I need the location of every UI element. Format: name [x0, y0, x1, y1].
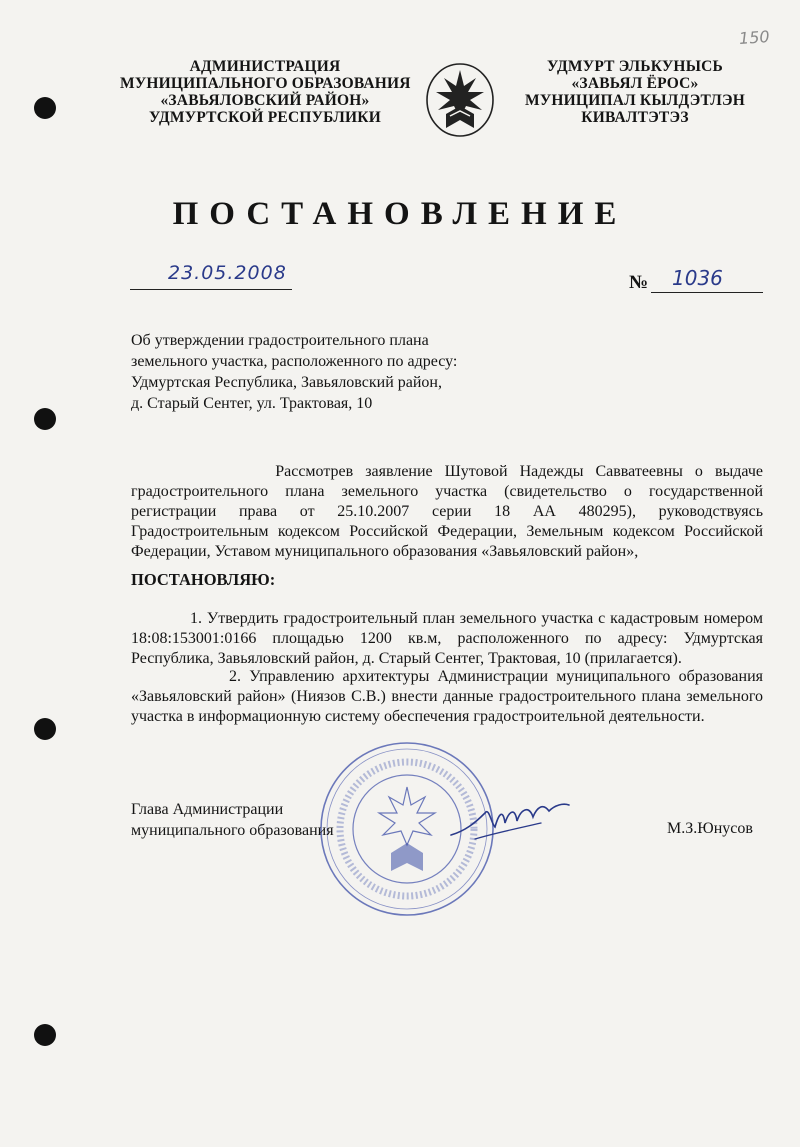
paragraph-line: 1. Утвердить градостроительный план земельного участка с кадастровым номером [131, 610, 763, 627]
subject-line: д. Старый Сентег, ул. Трактовая, 10 [131, 395, 373, 412]
paragraph-line: участка в информационную систему обеспечения градостроительной деятельности. [131, 708, 705, 725]
binder-hole [34, 97, 56, 119]
page-number-note: 150 [738, 26, 771, 49]
number-underline [651, 292, 763, 293]
paragraph-line: «Завьяловский район» (Ниязов С.В.) внести данные градостроительного плана земельного [131, 688, 763, 705]
paragraph-line: Федерации, Уставом муниципального образования «Завьяловский район», [131, 543, 639, 560]
paragraph-line: Республика, Завьяловский район, д. Старый Сентег, Трактовая, 10 (прилагается). [131, 650, 682, 667]
header-right [520, 58, 750, 126]
subject-line: земельного участка, расположенного по адресу: [131, 353, 458, 370]
subject-line: Удмуртская Республика, Завьяловский район, [131, 374, 442, 391]
document-number: 1036 [672, 266, 723, 290]
binder-hole [34, 1024, 56, 1046]
document-date: 23.05.2008 [168, 262, 287, 284]
signature-title-line: Глава Администрации [131, 801, 284, 818]
header-right-line: МУНИЦИПАЛ КЫЛДЭТЛЭН [525, 92, 745, 109]
document-title: ПОСТАНОВЛЕНИЕ [172, 196, 628, 232]
date-underline [130, 289, 292, 290]
header-left [120, 58, 410, 126]
subject-line: Об утверждении градостроительного плана [131, 332, 429, 349]
paragraph-line: Рассмотрев заявление Шутовой Надежды Савватеевны о выдаче [131, 463, 763, 480]
handwritten-signature [445, 793, 575, 853]
paragraph-line: 2. Управлению архитектуры Администрации муниципального образования [131, 668, 763, 685]
intro-paragraph [131, 462, 763, 562]
header-right-line: УДМУРТ ЭЛЬКУНЫСЬ [547, 58, 723, 75]
paragraph-line: регистрации права от 25.10.2007 серии 18 АА 480295), руководствуясь [131, 503, 763, 520]
header-right-line: КИВАЛТЭТЭЗ [581, 109, 689, 126]
resolution-item-1 [131, 609, 763, 669]
paragraph-line: Градостроительным кодексом Российской Федерации, Земельным кодексом Российской [131, 523, 763, 540]
resolution-item-2 [131, 667, 763, 727]
paragraph-line: 18:08:153001:0166 площадью 1200 кв.м, расположенного по адресу: Удмуртская [131, 630, 763, 647]
coat-of-arms-emblem [424, 62, 496, 142]
document-subject [131, 330, 457, 414]
header-left-line: АДМИНИСТРАЦИЯ [189, 58, 341, 75]
signature-title [131, 799, 334, 841]
binder-hole [34, 718, 56, 740]
header-right-line: «ЗАВЬЯЛ ЁРОС» [571, 75, 699, 92]
binder-hole [34, 408, 56, 430]
header-left-line: УДМУРТСКОЙ РЕСПУБЛИКИ [149, 109, 381, 126]
number-label: № [629, 272, 649, 293]
paragraph-line: градостроительного плана земельного участка (свидетельство о государственной [131, 483, 763, 500]
resolve-heading: ПОСТАНОВЛЯЮ: [131, 570, 276, 589]
signatory-name: М.З.Юнусов [667, 820, 753, 837]
signature-title-line: муниципального образования [131, 822, 334, 839]
header-left-line: МУНИЦИПАЛЬНОГО ОБРАЗОВАНИЯ [120, 75, 411, 92]
header-left-line: «ЗАВЬЯЛОВСКИЙ РАЙОН» [160, 92, 370, 109]
